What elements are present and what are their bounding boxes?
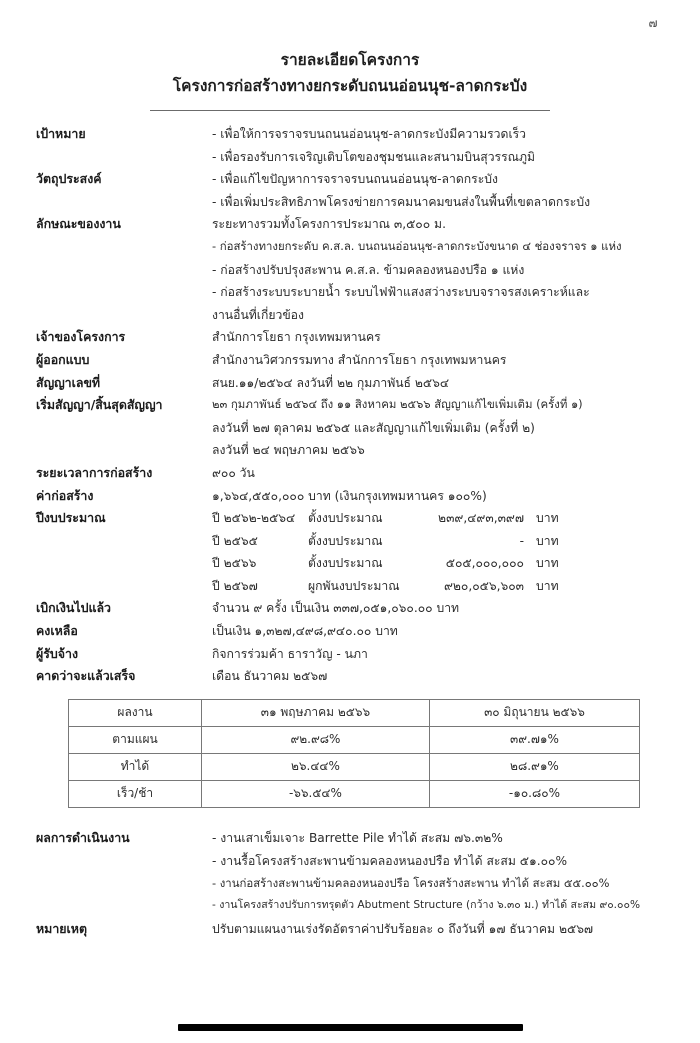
fiscal-year-year: ปี ๒๕๖๕ (212, 533, 258, 548)
fiscal-year-line (212, 557, 666, 569)
fiscal-year-kind: ตั้งงบประมาณ (308, 533, 383, 548)
table-cell-metric-name: ทำได้ (69, 753, 202, 780)
field-row-contract-period (0, 397, 700, 420)
document-header (0, 0, 700, 111)
field-row-remark (0, 921, 700, 944)
table-header-cell-period-2: ๓๐ มิถุนายน ๒๕๖๖ (429, 699, 639, 726)
fiscal-year-amount: ๙๒๐,๐๕๖,๖๐๓ (443, 578, 524, 593)
field-label-objective: วัตถุประสงค์ (36, 171, 102, 187)
field-label-spacer (36, 876, 212, 899)
table-header-row (69, 699, 640, 726)
field-value-expected-completion: เดือน ธันวาคม ๒๕๖๗ (212, 669, 328, 684)
field-row-duration (0, 465, 700, 488)
table-cell-value: -๖๖.๕๔% (202, 780, 430, 807)
field-value-contract-period-line-1: ๒๓ กุมภาพันธ์ ๒๕๖๔ ถึง ๑๑ สิงหาคม ๒๕๖๖ สัญญาแก้ไขเพิ่มเติม (ครั้งที่ ๑) (212, 397, 583, 412)
field-value-objective-line-1: - เพื่อแก้ไขปัญหาการจราจรบนถนนอ่อนนุช-ลาดกระบัง (212, 172, 498, 187)
field-label-spacer (36, 149, 212, 172)
field-value-construction-cost: ๑,๖๖๔,๕๕๐,๐๐๐ บาท (เงินกรุงเทพมหานคร ๑๐๐%) (212, 488, 487, 503)
field-value-designer: สำนักงานวิศวกรรมทาง สำนักการโยธา กรุงเทพมหานคร (212, 352, 507, 367)
field-value-remark: ปรับตามแผนงานเร่งรัดอัตราค่าปรับร้อยละ ๐ ถึงวันที่ ๑๗ ธันวาคม ๒๕๖๗ (212, 921, 594, 936)
field-row-operation-results-cont (0, 853, 700, 876)
field-row-objective (0, 171, 700, 194)
fiscal-year-amount: - (519, 533, 524, 548)
field-row-designer (0, 352, 700, 375)
field-row-contract-period-cont (0, 442, 700, 465)
field-label-contractor: ผู้รับจ้าง (36, 645, 79, 661)
fiscal-year-kind: ตั้งงบประมาณ (308, 511, 383, 526)
field-value-work-nature-line-5: งานอื่นที่เกี่ยวข้อง (212, 307, 304, 322)
fiscal-year-line (212, 512, 666, 524)
field-label-remark: หมายเหตุ (36, 920, 88, 936)
field-row-goal (0, 126, 700, 149)
table-row (69, 753, 640, 780)
bottom-rule (178, 1024, 523, 1031)
field-row-contract-period-cont (0, 420, 700, 443)
fiscal-year-row (212, 533, 666, 556)
field-label-spacer (36, 194, 212, 217)
table-cell-value: ๓๙.๗๑% (429, 726, 639, 753)
progress-table-body (69, 726, 640, 807)
field-label-spacer (36, 307, 212, 330)
field-row-fiscal-year (0, 510, 700, 533)
fiscal-year-line (212, 535, 666, 547)
field-label-designer: ผู้ออกแบบ (36, 351, 90, 367)
table-header-cell-metric: ผลงาน (69, 699, 202, 726)
field-label-spacer (36, 239, 212, 262)
field-label-expected-completion: คาดว่าจะแล้วเสร็จ (36, 668, 136, 684)
field-row-objective-cont (0, 194, 700, 217)
fiscal-year-row (212, 578, 666, 601)
field-value-duration: ๙๐๐ วัน (212, 465, 255, 480)
field-value-objective-line-2: - เพื่อเพิ่มประสิทธิภาพโครงข่ายการคมนาคมขนส่งในพื้นที่เขตลาดกระบัง (212, 194, 591, 209)
field-label-contract-number: สัญญาเลขที่ (36, 374, 101, 390)
fiscal-year-unit: บาท (536, 533, 559, 548)
field-row-work-nature (0, 216, 700, 239)
table-cell-value: ๒๖.๔๔% (202, 753, 430, 780)
field-value-operation-results-line-3: - งานก่อสร้างสะพานข้ามคลองหนองปรือ โครงสร้างสะพาน ทำได้ สะสม ๕๕.๐๐% (212, 875, 610, 890)
fiscal-year-year: ปี ๒๕๖๗ (212, 578, 258, 593)
table-cell-value: ๒๘.๙๑% (429, 753, 639, 780)
fiscal-year-amount: ๕๐๕,๐๐๐,๐๐๐ (445, 556, 524, 571)
fiscal-year-line (212, 580, 666, 592)
field-label-spacer (36, 898, 212, 921)
field-label-remaining: คงเหลือ (36, 623, 78, 639)
field-row-contract-number (0, 375, 700, 398)
fiscal-year-amount: ๒๓๙,๔๙๓,๓๙๗ (438, 511, 524, 526)
fiscal-year-kind: ตั้งงบประมาณ (308, 556, 383, 571)
field-label-spacer (36, 578, 212, 601)
fiscal-year-row (212, 555, 666, 578)
field-value-goal-line-1: - เพื่อให้การจราจรบนถนนอ่อนนุช-ลาดกระบังมีความรวดเร็ว (212, 127, 526, 141)
title-divider (150, 110, 550, 111)
table-cell-value: -๑๐.๘๐% (429, 780, 639, 807)
table-cell-metric-name: เร็ว/ช้า (69, 780, 202, 807)
table-header-cell-period-1: ๓๑ พฤษภาคม ๒๕๖๖ (202, 699, 430, 726)
field-value-contract-number: สนย.๑๑/๒๕๖๔ ลงวันที่ ๒๒ กุมภาพันธ์ ๒๕๖๔ (212, 375, 450, 390)
field-value-work-nature-line-4: - ก่อสร้างระบบระบายน้ำ ระบบไฟฟ้าแสงสว่างระบบจราจรสงเคราะห์และ (212, 285, 590, 300)
field-row-work-nature-cont (0, 262, 700, 285)
field-label-spacer (36, 533, 212, 556)
field-value-contract-period-line-3: ลงวันที่ ๒๔ พฤษภาคม ๒๕๖๖ (212, 443, 365, 458)
page-number: ๗ (648, 16, 658, 30)
field-row-operation-results-cont (0, 876, 700, 899)
field-label-spacer (36, 853, 212, 876)
field-value-disbursed: จำนวน ๙ ครั้ง เป็นเงิน ๓๓๗,๐๕๑,๐๖๐.๐๐ บาท (212, 601, 460, 616)
field-row-contractor (0, 646, 700, 669)
field-label-work-nature: ลักษณะของงาน (36, 216, 121, 232)
table-cell-metric-name: ตามแผน (69, 726, 202, 753)
field-row-fiscal-year-cont (0, 533, 700, 556)
document-body (0, 126, 700, 943)
field-value-contractor: กิจการร่วมค้า ธาราวัญ - นภา (212, 646, 368, 661)
field-value-remaining: เป็นเงิน ๑,๓๒๗,๔๙๘,๙๔๐.๐๐ บาท (212, 624, 398, 639)
field-value-owner: สำนักการโยธา กรุงเทพมหานคร (212, 330, 381, 345)
field-label-spacer (36, 555, 212, 578)
field-row-construction-cost (0, 488, 700, 511)
field-value-operation-results-line-2: - งานรื้อโครงสร้างสะพานข้ามคลองหนองปรือ ทำได้ สะสม ๕๑.๐๐% (212, 854, 568, 869)
field-value-work-nature-line-1: ระยะทางรวมทั้งโครงการประมาณ ๓,๕๐๐ ม. (212, 217, 446, 232)
section-spacer (0, 808, 700, 831)
field-row-owner (0, 329, 700, 352)
field-row-work-nature-cont (0, 284, 700, 307)
progress-table-head (69, 699, 640, 726)
field-value-operation-results-line-4: - งานโครงสร้างปรับการทรุดตัว Abutment Structure (กว้าง ๖.๓๐ ม.) ทำได้ สะสม ๙๐.๐๐% (212, 899, 641, 912)
field-label-owner: เจ้าของโครงการ (36, 329, 126, 345)
fiscal-year-unit: บาท (536, 578, 559, 593)
field-row-disbursed (0, 600, 700, 623)
progress-table (68, 699, 640, 808)
field-label-spacer (36, 262, 212, 285)
field-value-work-nature-line-3: - ก่อสร้างปรับปรุงสะพาน ค.ส.ล. ข้ามคลองหนองปรือ ๑ แห่ง (212, 262, 525, 277)
field-row-work-nature-cont (0, 239, 700, 262)
table-cell-value: ๙๒.๙๘% (202, 726, 430, 753)
progress-table-wrapper (0, 691, 700, 808)
field-label-goal: เป้าหมาย (36, 126, 86, 141)
field-label-duration: ระยะเวลาการก่อสร้าง (36, 464, 153, 480)
table-row (69, 780, 640, 807)
fiscal-year-kind: ผูกพันงบประมาณ (308, 578, 400, 593)
fiscal-year-year: ปี ๒๕๖๖ (212, 556, 257, 571)
fiscal-year-year: ปี ๒๕๖๒-๒๕๖๔ (212, 511, 296, 526)
fiscal-year-unit: บาท (536, 556, 559, 571)
field-label-spacer (36, 284, 212, 307)
field-row-goal-cont (0, 149, 700, 172)
field-row-work-nature-cont (0, 307, 700, 330)
field-row-remaining (0, 623, 700, 646)
field-label-spacer (36, 442, 212, 465)
page-subtitle: โครงการก่อสร้างทางยกระดับถนนอ่อนนุช-ลาดกระบัง (172, 76, 528, 95)
field-label-operation-results: ผลการดำเนินงาน (36, 830, 130, 846)
field-row-operation-results (0, 830, 700, 853)
field-row-operation-results-cont (0, 898, 700, 921)
field-label-disbursed: เบิกเงินไปแล้ว (36, 600, 111, 616)
field-value-work-nature-line-2: - ก่อสร้างทางยกระดับ ค.ส.ล. บนถนนอ่อนนุช-ลาดกระบังขนาด ๔ ช่องจราจร ๑ แห่ง (212, 238, 622, 253)
field-value-goal-line-2: - เพื่อรองรับการเจริญเติบโตของชุมชนและสนามบินสุวรรณภูมิ (212, 149, 536, 164)
field-label-construction-cost: ค่าก่อสร้าง (36, 487, 94, 503)
field-value-contract-period-line-2: ลงวันที่ ๒๗ ตุลาคม ๒๕๖๕ และสัญญาแก้ไขเพิ่มเติม (ครั้งที่ ๒) (212, 420, 535, 435)
field-row-expected-completion (0, 668, 700, 691)
table-row (69, 726, 640, 753)
field-label-spacer (36, 420, 212, 443)
field-label-fiscal-year: ปีงบประมาณ (36, 510, 106, 526)
page-title: รายละเอียดโครงการ (280, 51, 420, 69)
field-value-operation-results-line-1: - งานเสาเข็มเจาะ Barrette Pile ทำได้ สะสม ๗๖.๓๒% (212, 831, 503, 846)
field-label-contract-period: เริ่มสัญญา/สิ้นสุดสัญญา (36, 397, 163, 413)
fiscal-year-unit: บาท (536, 511, 559, 526)
field-row-fiscal-year-cont (0, 578, 700, 601)
fiscal-year-row (212, 510, 666, 533)
field-row-fiscal-year-cont (0, 555, 700, 578)
